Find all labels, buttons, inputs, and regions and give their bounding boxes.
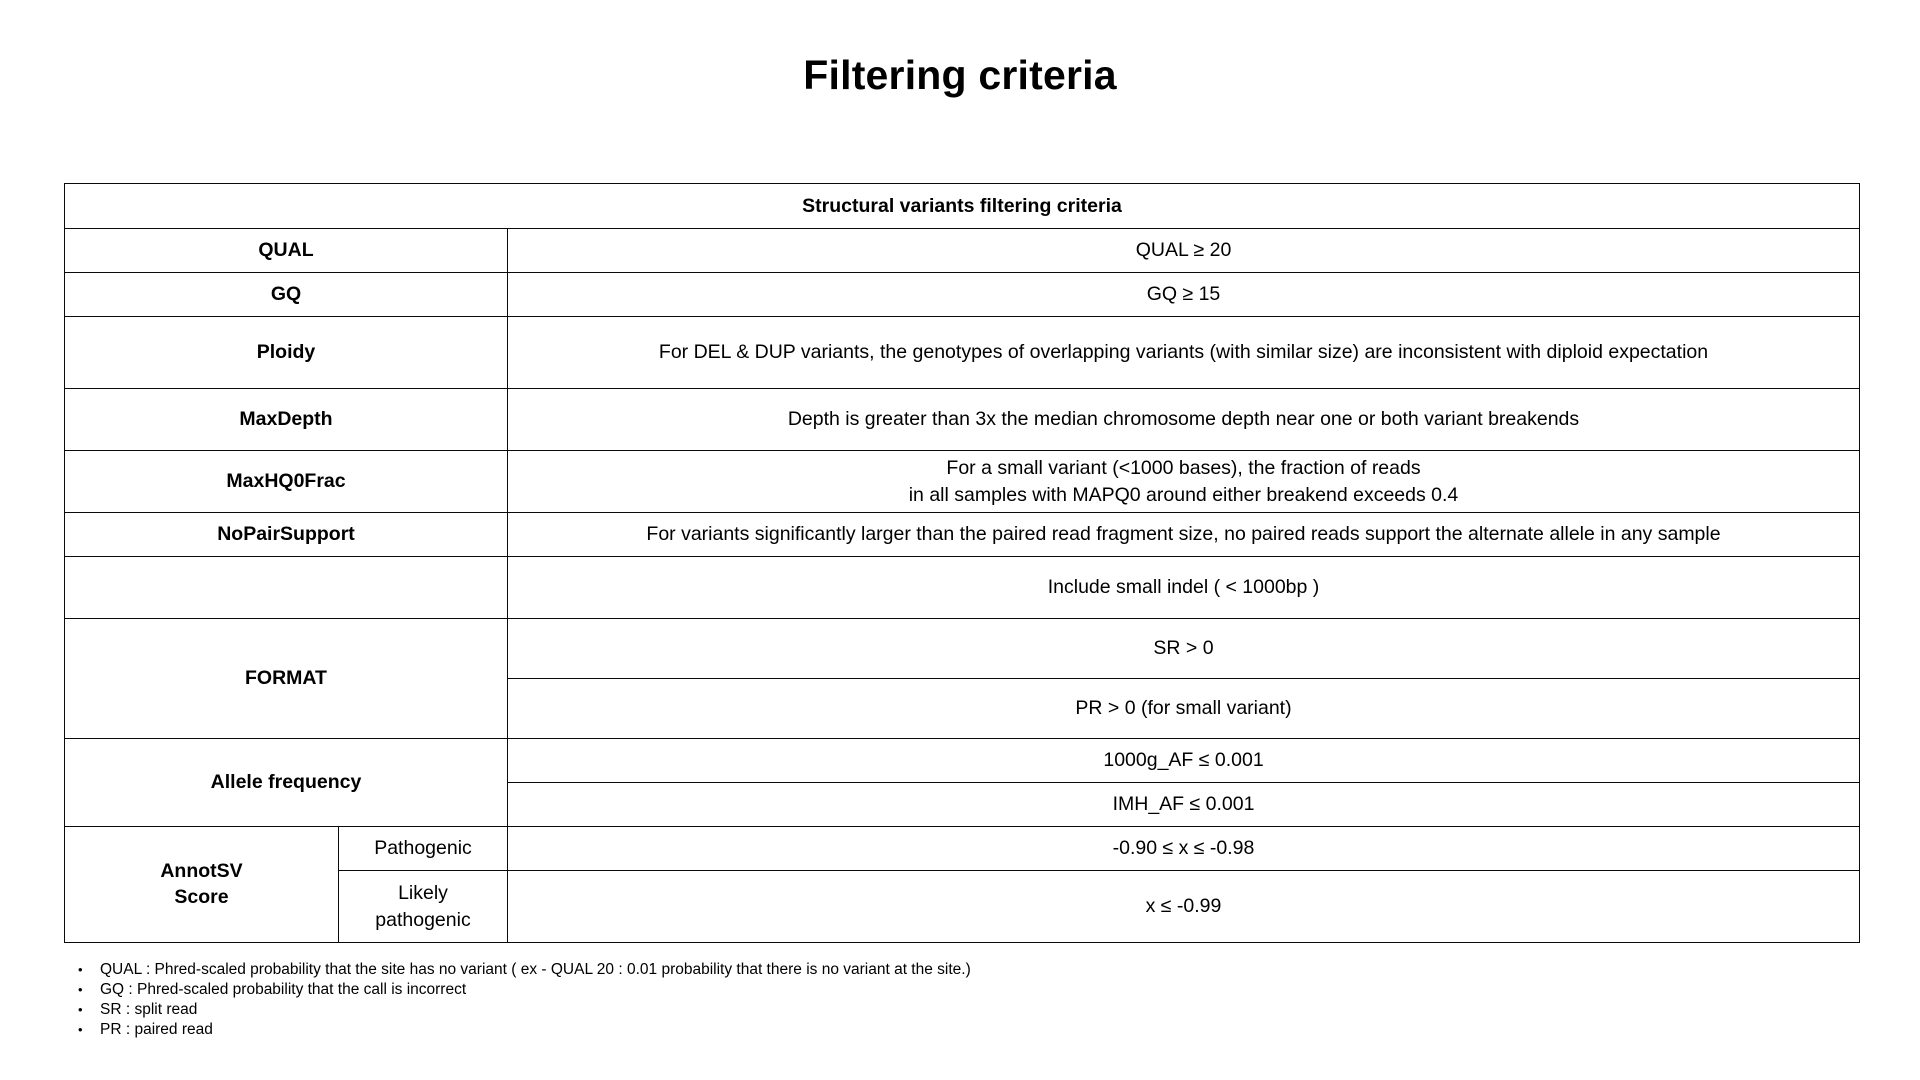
row-value-maxhq0frac-line1: For a small variant (<1000 bases), the fraction of reads <box>946 456 1421 479</box>
table-row-ploidy <box>65 317 1860 389</box>
row-label-annotsv-line1: AnnotSV <box>160 859 243 882</box>
row-value-ploidy: For DEL & DUP variants, the genotypes of overlapping variants (with similar size) are inconsistent with diploid expectation <box>508 317 1860 389</box>
row-label-annotsv-score <box>65 827 339 943</box>
row-label-annotsv-line2: Score <box>174 885 229 908</box>
table-header-title: Structural variants filtering criteria <box>65 184 1860 229</box>
row-label-qual: QUAL <box>65 229 508 273</box>
table-row-small-indel <box>65 557 1860 619</box>
row-label-small-indel <box>65 557 508 619</box>
table-row-nopairsupport <box>65 513 1860 557</box>
note-text-gq: GQ : Phred-scaled probability that the call is incorrect <box>100 981 467 998</box>
row-label-maxhq0frac: MaxHQ0Frac <box>65 451 508 513</box>
note-text-qual: QUAL : Phred-scaled probability that the site has no variant ( ex - QUAL 20 : 0.01 probability that there is no variant at the site.) <box>100 961 971 978</box>
bullet-icon: • <box>78 982 83 997</box>
row-value-qual: QUAL ≥ 20 <box>508 229 1860 273</box>
bullet-icon: • <box>78 1002 83 1017</box>
sub-label-likely-pathogenic <box>339 871 508 943</box>
row-value-maxhq0frac-line2: in all samples with MAPQ0 around either breakend exceeds 0.4 <box>908 483 1459 506</box>
table-row-annotsv-pathogenic <box>65 827 1860 871</box>
table-row-maxdepth <box>65 389 1860 451</box>
note-item-pr <box>64 1020 1564 1040</box>
row-label-format: FORMAT <box>65 619 508 739</box>
table-row-maxhq0frac <box>65 451 1860 513</box>
row-value-maxhq0frac <box>508 451 1860 513</box>
table-row-gq <box>65 273 1860 317</box>
row-label-maxdepth: MaxDepth <box>65 389 508 451</box>
sub-label-pathogenic: Pathogenic <box>339 827 508 871</box>
sub-label-likely-pathogenic-line2: pathogenic <box>375 908 471 931</box>
table-header-row <box>65 184 1860 229</box>
row-value-imh-af: IMH_AF ≤ 0.001 <box>508 783 1860 827</box>
page-title: Filtering criteria <box>803 52 1117 98</box>
table-row-allele-frequency-1000g <box>65 739 1860 783</box>
row-label-nopairsupport: NoPairSupport <box>65 513 508 557</box>
note-text-pr: PR : paired read <box>100 1021 213 1038</box>
row-label-allele-frequency: Allele frequency <box>65 739 508 827</box>
bullet-icon: • <box>78 1022 83 1037</box>
row-value-1000g-af: 1000g_AF ≤ 0.001 <box>508 739 1860 783</box>
bullet-icon: • <box>78 962 83 977</box>
note-item-qual <box>64 960 1564 980</box>
table-row-qual <box>65 229 1860 273</box>
row-label-ploidy: Ploidy <box>65 317 508 389</box>
row-value-pathogenic: -0.90 ≤ x ≤ -0.98 <box>508 827 1860 871</box>
note-text-sr: SR : split read <box>100 1001 198 1018</box>
table-row-format-sr <box>65 619 1860 679</box>
row-value-format-pr: PR > 0 (for small variant) <box>508 679 1860 739</box>
row-label-gq: GQ <box>65 273 508 317</box>
notes-list <box>64 960 1564 1040</box>
filtering-criteria-table <box>64 183 1860 943</box>
row-value-nopairsupport: For variants significantly larger than the paired read fragment size, no paired reads support the alternate allele in any sample <box>508 513 1860 557</box>
sub-label-likely-pathogenic-line1: Likely <box>398 881 448 904</box>
row-value-likely-pathogenic: x ≤ -0.99 <box>508 871 1860 943</box>
note-item-gq <box>64 980 1564 1000</box>
row-value-maxdepth: Depth is greater than 3x the median chromosome depth near one or both variant breakends <box>508 389 1860 451</box>
row-value-gq: GQ ≥ 15 <box>508 273 1860 317</box>
row-value-small-indel: Include small indel ( < 1000bp ) <box>508 557 1860 619</box>
row-value-format-sr: SR > 0 <box>508 619 1860 679</box>
note-item-sr <box>64 1000 1564 1020</box>
